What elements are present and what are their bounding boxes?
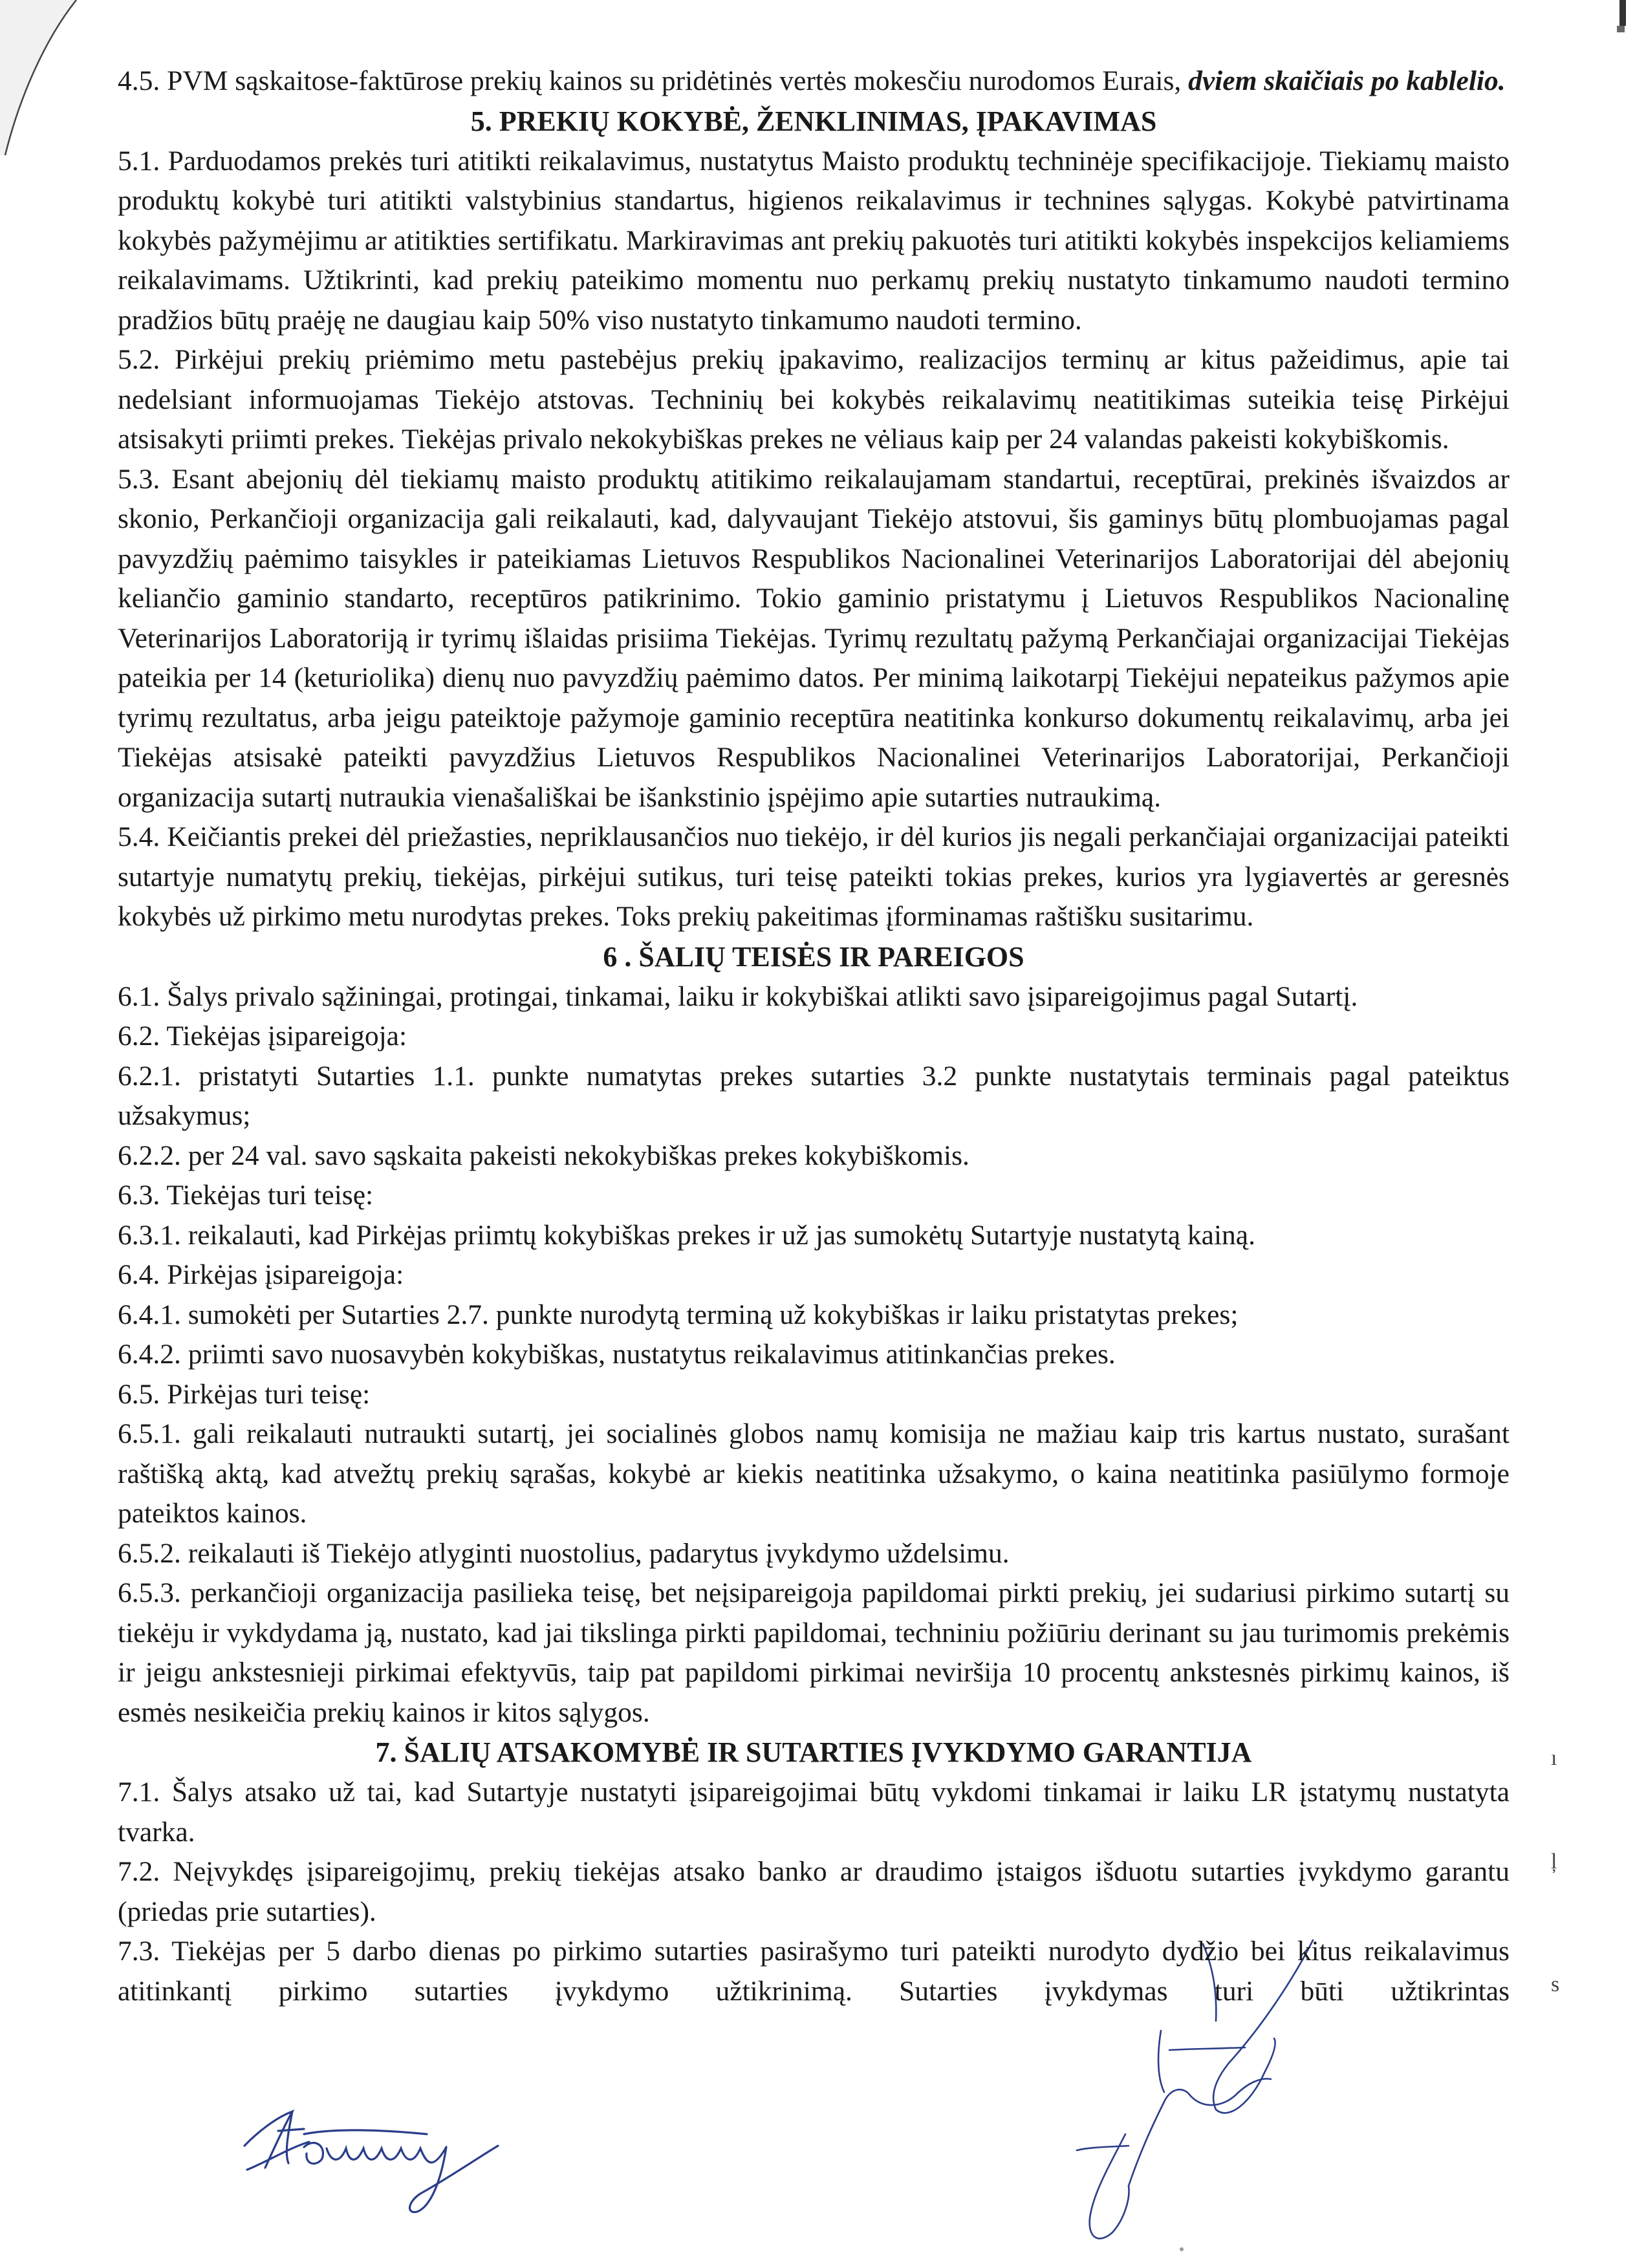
paragraph-6-5-3: 6.5.3. perkančioji organizacija pasilieka teisę, bet neįsipareigoja papildomai pirkti prekių, jei sudariusi pirkimo sutartį su tiekėju ir vykdydama ją, nustato, kad jai tikslinga pirkti papildomai, techniniu požiūriu derinant su jau turimomis prekėmis ir jeigu ankstesnieji pirkimai efektyvūs, taip pat papildomi pirkimai neviršija 10 procentų ankstesnės pirkimų kainos, iš esmės nesikeičia prekių kainos ir kitos sąlygos. <box>118 1577 1510 1728</box>
paragraph-7-2: 7.2. Neįvykdęs įsipareigojimų, prekių tiekėjas atsako banko ar draudimo įstaigos išduotu sutarties įvykdymo garantu (priedas prie sutarties). <box>118 1856 1510 1927</box>
paragraph-4-5 <box>118 61 1510 102</box>
edge-mark <box>1619 0 1626 26</box>
margin-mark: ļ <box>1551 1850 1557 1874</box>
edge-mark <box>1617 26 1625 32</box>
paragraph-7-3: 7.3. Tiekėjas per 5 darbo dienas po pirkimo sutarties pasirašymo turi pateikti nurodyto dydžio bei kitus reikalavimus atitinkantį pirkimo sutarties įvykdymo užtikrinimą. Sutarties įvykdymas turi būti užtikrintas <box>118 1936 1510 2007</box>
paragraph-6-2-2: 6.2.2. per 24 val. savo sąskaita pakeisti nekokybiškas prekes kokybiškomis. <box>118 1139 969 1171</box>
paragraph-6-5-1: 6.5.1. gali reikalauti nutraukti sutartį, jei socialinės globos namų komisija ne mažiau kaip tris kartus nustato, surašant raštišką aktą, kad atvežtų prekių sąrašas, kokybė ar kiekis neatitinka užsakymo, o kaina neatitinka pasiūlymo formoje pateiktos kainos. <box>118 1418 1510 1529</box>
paragraph-5-2: 5.2. Pirkėjui prekių priėmimo metu pastebėjus prekių įpakavimo, realizacijos terminų ar kitus pažeidimus, apie tai nedelsiant informuojamas Tiekėjo atstovas. Techninių bei kokybės reikalavimų neatitikimas suteikia teisę Pirkėjui atsisakyti priimti prekes. Tiekėjas privalo nekokybiškas prekes ne vėliaus kaip per 24 valandas pakeisti kokybiškomis. <box>118 344 1510 455</box>
section-heading-7: 7. ŠALIŲ ATSAKOMYBĖ IR SUTARTIES ĮVYKDYMO GARANTIJA <box>375 1736 1252 1768</box>
document-page <box>118 61 1510 2011</box>
section-heading-6: 6 . ŠALIŲ TEISĖS IR PAREIGOS <box>603 940 1024 973</box>
paragraph-6-3: 6.3. Tiekėjas turi teisę: <box>118 1180 374 1211</box>
signature-left <box>244 2111 498 2212</box>
paragraph-text: 4.5. PVM sąskaitose-faktūrose prekių kainos su pridėtinės vertės mokesčiu nurodomos Eurais, <box>118 65 1182 96</box>
paragraph-6-4-1: 6.4.1. sumokėti per Sutarties 2.7. punkte nurodytą terminą už kokybiškas ir laiku pristatytas prekes; <box>118 1299 1239 1330</box>
paragraph-7-1: 7.1. Šalys atsako už tai, kad Sutartyje nustatyti įsipareigojimai būtų vykdomi tinkamai ir laiku LR įstatymų nustatyta tvarka. <box>118 1777 1510 1848</box>
emphasis-text: dviem skaičiais po kablelio. <box>1188 65 1506 96</box>
paragraph-5-4: 5.4. Keičiantis prekei dėl priežasties, nepriklausančios nuo tiekėjo, ir dėl kurios jis negali perkančiajai organizacijai pateikti sutartyje numatytų prekių, tiekėjas, pirkėjui sutikus, turi teisę pateikti tokias prekes, kurios yra lygiavertės ar geresnės kokybės už pirkimo metu nurodytas prekes. Toks prekių pakeitimas įforminamas raštišku susitarimu. <box>118 821 1510 932</box>
margin-mark: ı <box>1551 1746 1557 1770</box>
paragraph-5-3: 5.3. Esant abejonių dėl tiekiamų maisto produktų atitikimo reikalaujamam standartui, receptūrai, prekinės išvaizdos ar skonio, Perkančioji organizacija gali reikalauti, kad, dalyvaujant Tiekėjo atstovui, šis gaminys būtų plombuojamas pagal pavyzdžių paėmimo taisykles ir pateikiamas Lietuvos Respublikos Nacionalinei Veterinarijos Laboratorijai dėl abejonių keliančio gaminio standarto, receptūros patikrinimo. Tokio gaminio pristatymu į Lietuvos Respublikos Nacionalinę Veterinarijos Laboratoriją ir tyrimų išlaidas prisiima Tiekėjas. Tyrimų rezultatų pažymą Perkančiajai organizacijai Tiekėjas pateikia per 14 (keturiolika) dienų nuo pavyzdžių paėmimo datos. Per minimą laikotarpį Tiekėjui nepateikus pažymos apie tyrimų rezultatus, arba jeigu pateiktoje pažymoje gaminio receptūra neatitinka konkurso dokumentų reikalavimų, arba jei Tiekėjas atsisakė pateikti pavyzdžius Lietuvos Respublikos Nacionalinei Veterinarijos Laboratorijai, Perkančioji organizacija sutartį nutraukia vienašališkai be išankstinio įspėjimo apie sutarties nutraukimą. <box>118 463 1510 813</box>
paragraph-6-5-2: 6.5.2. reikalauti iš Tiekėjo atlyginti nuostolius, padarytus įvykdymo uždelsimu. <box>118 1537 1010 1569</box>
paragraph-6-5: 6.5. Pirkėjas turi teisę: <box>118 1378 371 1410</box>
paragraph-6-1: 6.1. Šalys privalo sąžiningai, protingai, tinkamai, laiku ir kokybiškai atlikti savo įsipareigojimus pagal Sutartį. <box>118 980 1358 1012</box>
paragraph-6-4-2: 6.4.2. priimti savo nuosavybėn kokybiškas, nustatytus reikalavimus atitinkančias prekes. <box>118 1339 1116 1370</box>
paragraph-6-2-1: 6.2.1. pristatyti Sutarties 1.1. punkte numatytas prekes sutarties 3.2 punkte nustatytais terminais pagal pateiktus užsakymus; <box>118 1060 1510 1131</box>
paragraph-5-1: 5.1. Parduodamos prekės turi atitikti reikalavimus, nustatytus Maisto produktų techninėje specifikacijoje. Tiekiamų maisto produktų kokybė turi atitikti valstybinius standartus, higienos reikalavimus ir technines sąlygas. Kokybė patvirtinama kokybės pažymėjimu ar atitikties sertifikatu. Markiravimas ant prekių pakuotės turi atitikti kokybės inspekcijos keliamiems reikalavimams. Užtikrinti, kad prekių pateikimo momentu nuo perkamų prekių nustatyto tinkamumo naudoti termino pradžios būtų praėję ne daugiau kaip 50% viso nustatyto tinkamumo naudoti termino. <box>118 145 1510 336</box>
section-heading-5: 5. PREKIŲ KOKYBĖ, ŽENKLINIMAS, ĮPAKAVIMAS <box>470 105 1157 137</box>
paragraph-6-2: 6.2. Tiekėjas įsipareigoja: <box>118 1021 407 1052</box>
paragraph-6-4: 6.4. Pirkėjas įsipareigoja: <box>118 1259 404 1290</box>
margin-mark: s <box>1551 1972 1560 1996</box>
paragraph-6-3-1: 6.3.1. reikalauti, kad Pirkėjas priimtų kokybiškas prekes ir už jas sumokėtų Sutartyje nustatytą kainą. <box>118 1219 1255 1251</box>
